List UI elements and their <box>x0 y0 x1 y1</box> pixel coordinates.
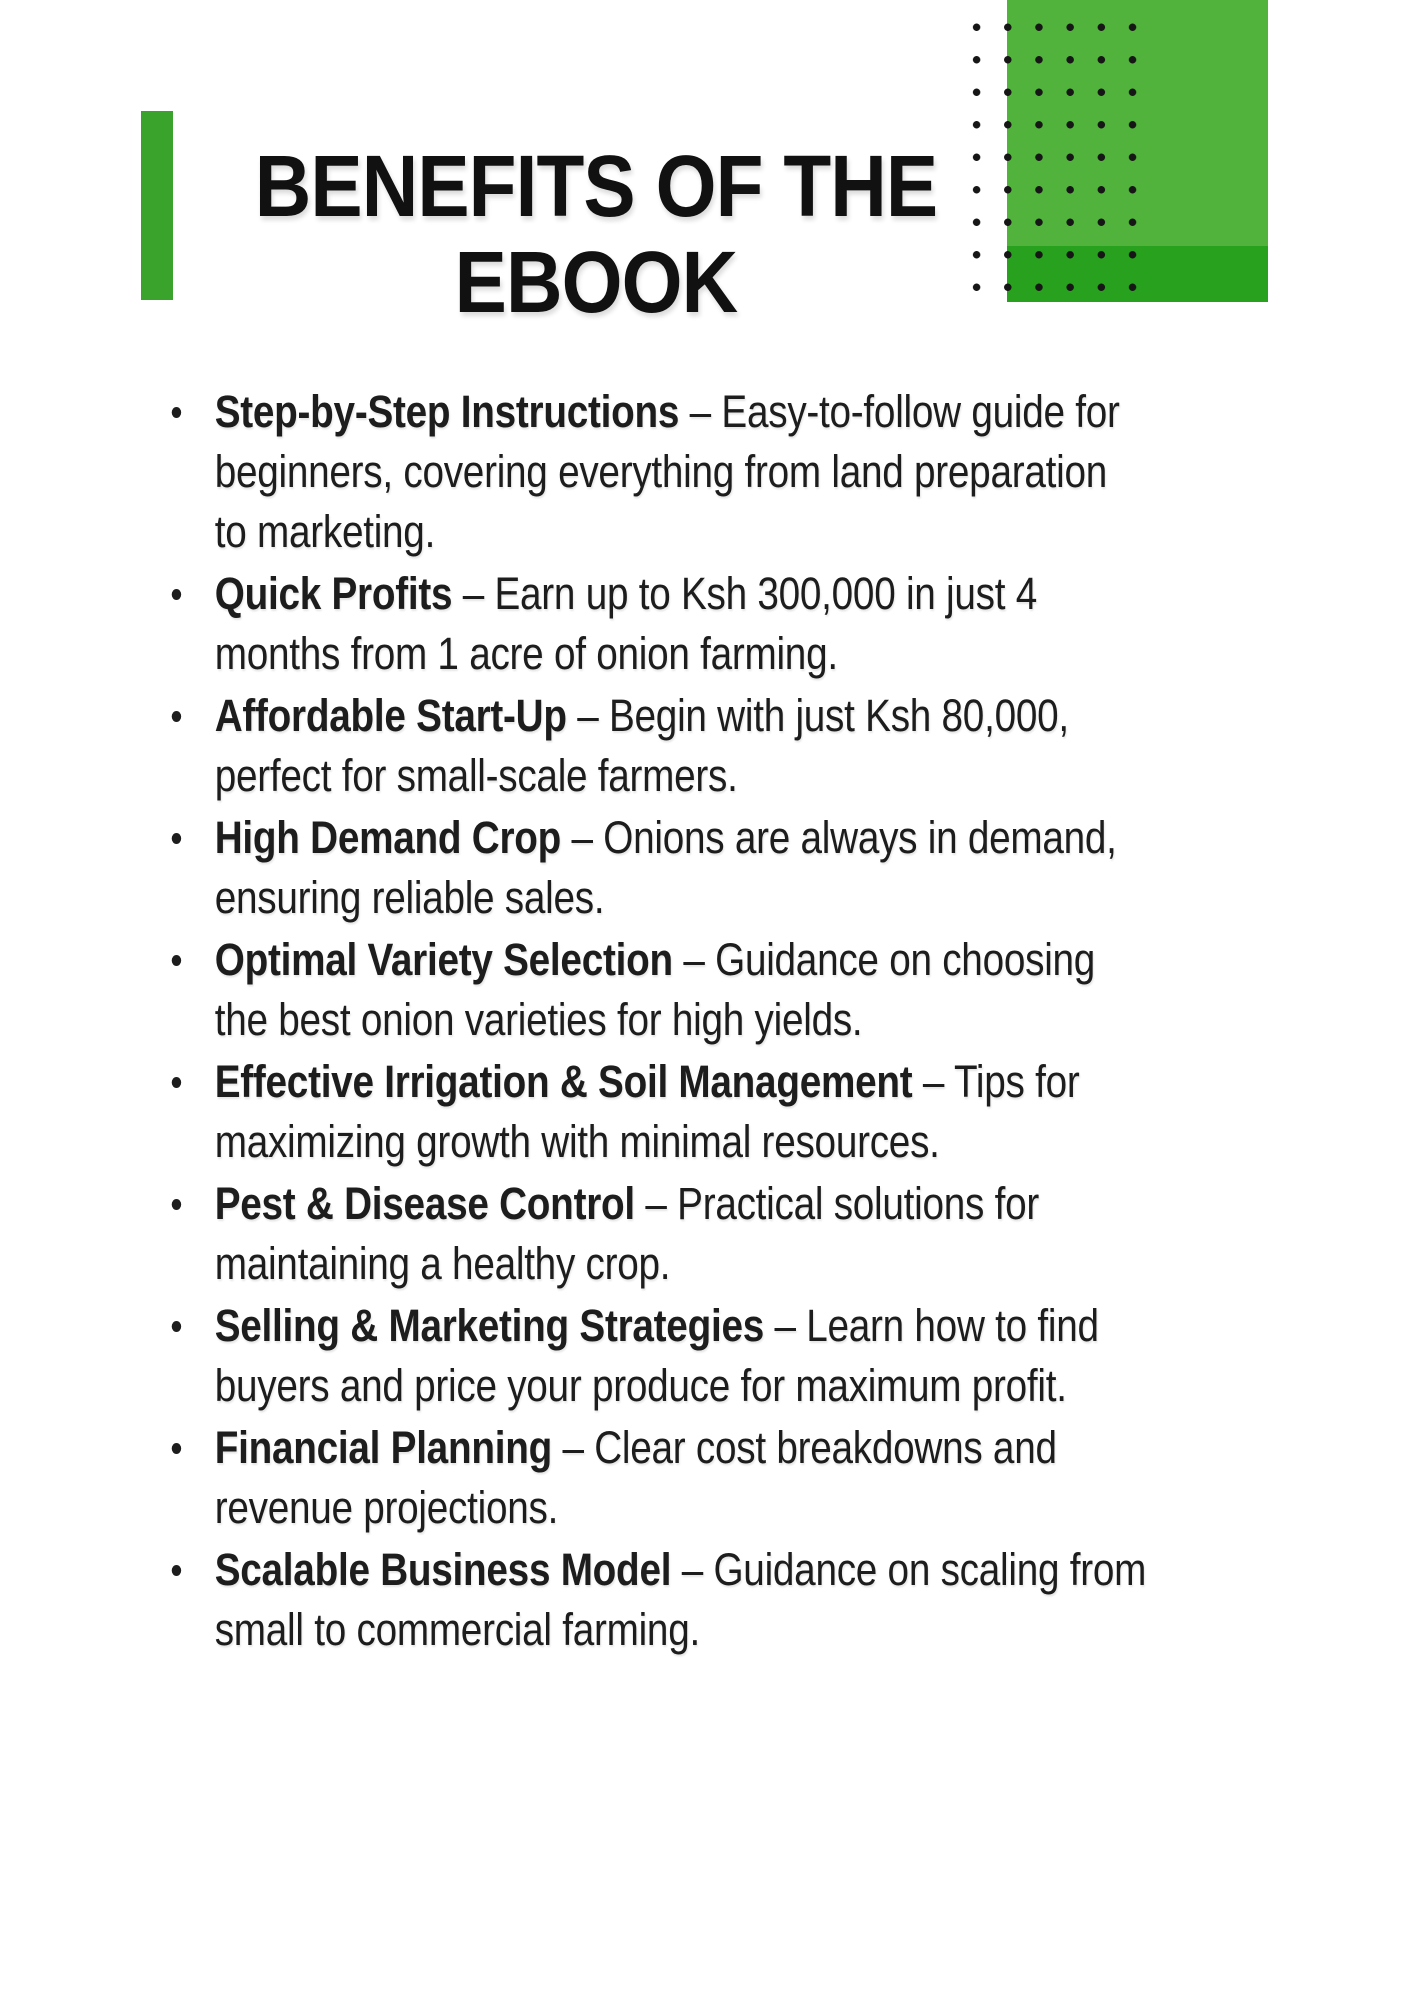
benefit-wrap-line: to marketing. <box>214 506 436 557</box>
list-item <box>170 808 1254 928</box>
benefit-first-line: Scalable Business Model – Guidance on scaling from <box>214 1544 1147 1595</box>
list-item <box>170 1296 1254 1416</box>
benefit-first-line: Quick Profits – Earn up to Ksh 300,000 in just 4 <box>214 568 1038 619</box>
title-accent-bar <box>141 111 173 300</box>
benefit-title: Pest & Disease Control <box>214 1178 635 1229</box>
benefit-title: Optimal Variety Selection <box>214 934 673 985</box>
benefit-wrap-line: ensuring reliable sales. <box>214 872 605 923</box>
benefit-title: Financial Planning <box>214 1422 552 1473</box>
benefit-wrap-line: small to commercial farming. <box>214 1604 700 1655</box>
benefit-first-line: High Demand Crop – Onions are always in demand, <box>214 812 1117 863</box>
list-item <box>170 382 1254 562</box>
benefit-title: Step-by-Step Instructions <box>214 386 680 437</box>
benefit-title: Effective Irrigation & Soil Management <box>214 1056 913 1107</box>
benefit-title: Affordable Start-Up <box>214 690 567 741</box>
benefit-title: High Demand Crop <box>214 812 562 863</box>
benefit-wrap-line: buyers and price your produce for maximum profit. <box>214 1360 1067 1411</box>
page-title <box>186 139 1007 331</box>
list-item <box>170 686 1254 806</box>
benefit-wrap-line: maintaining a healthy crop. <box>214 1238 671 1289</box>
benefit-title: Scalable Business Model <box>214 1544 672 1595</box>
benefit-wrap-line: revenue projections. <box>214 1482 559 1533</box>
benefit-first-line: Optimal Variety Selection – Guidance on choosing <box>214 934 1096 985</box>
title-line: EBOOK <box>454 234 738 331</box>
list-item <box>170 1052 1254 1172</box>
benefit-title: Quick Profits <box>214 568 453 619</box>
benefit-first-line: Financial Planning – Clear cost breakdowns and <box>214 1422 1057 1473</box>
benefit-first-line: Effective Irrigation & Soil Management – Tips for <box>214 1056 1080 1107</box>
benefit-wrap-line: maximizing growth with minimal resources. <box>214 1116 940 1167</box>
benefit-first-line: Selling & Marketing Strategies – Learn how to find <box>214 1300 1099 1351</box>
list-item <box>170 1174 1254 1294</box>
benefit-first-line: Step-by-Step Instructions – Easy-to-follow guide for <box>214 386 1120 437</box>
benefit-wrap-line: months from 1 acre of onion farming. <box>214 628 838 679</box>
title-line: BENEFITS OF THE <box>254 138 938 235</box>
benefit-first-line: Pest & Disease Control – Practical solutions for <box>214 1178 1040 1229</box>
benefits-list <box>170 382 1254 1662</box>
list-item <box>170 1418 1254 1538</box>
benefit-wrap-line: perfect for small-scale farmers. <box>214 750 738 801</box>
benefit-first-line: Affordable Start-Up – Begin with just Ksh 80,000, <box>214 690 1069 741</box>
benefit-title: Selling & Marketing Strategies <box>214 1300 764 1351</box>
benefit-wrap-line: beginners, covering everything from land preparation <box>214 446 1107 497</box>
list-item <box>170 564 1254 684</box>
list-item <box>170 1540 1254 1660</box>
benefit-wrap-line: the best onion varieties for high yields. <box>214 994 863 1045</box>
list-item <box>170 930 1254 1050</box>
